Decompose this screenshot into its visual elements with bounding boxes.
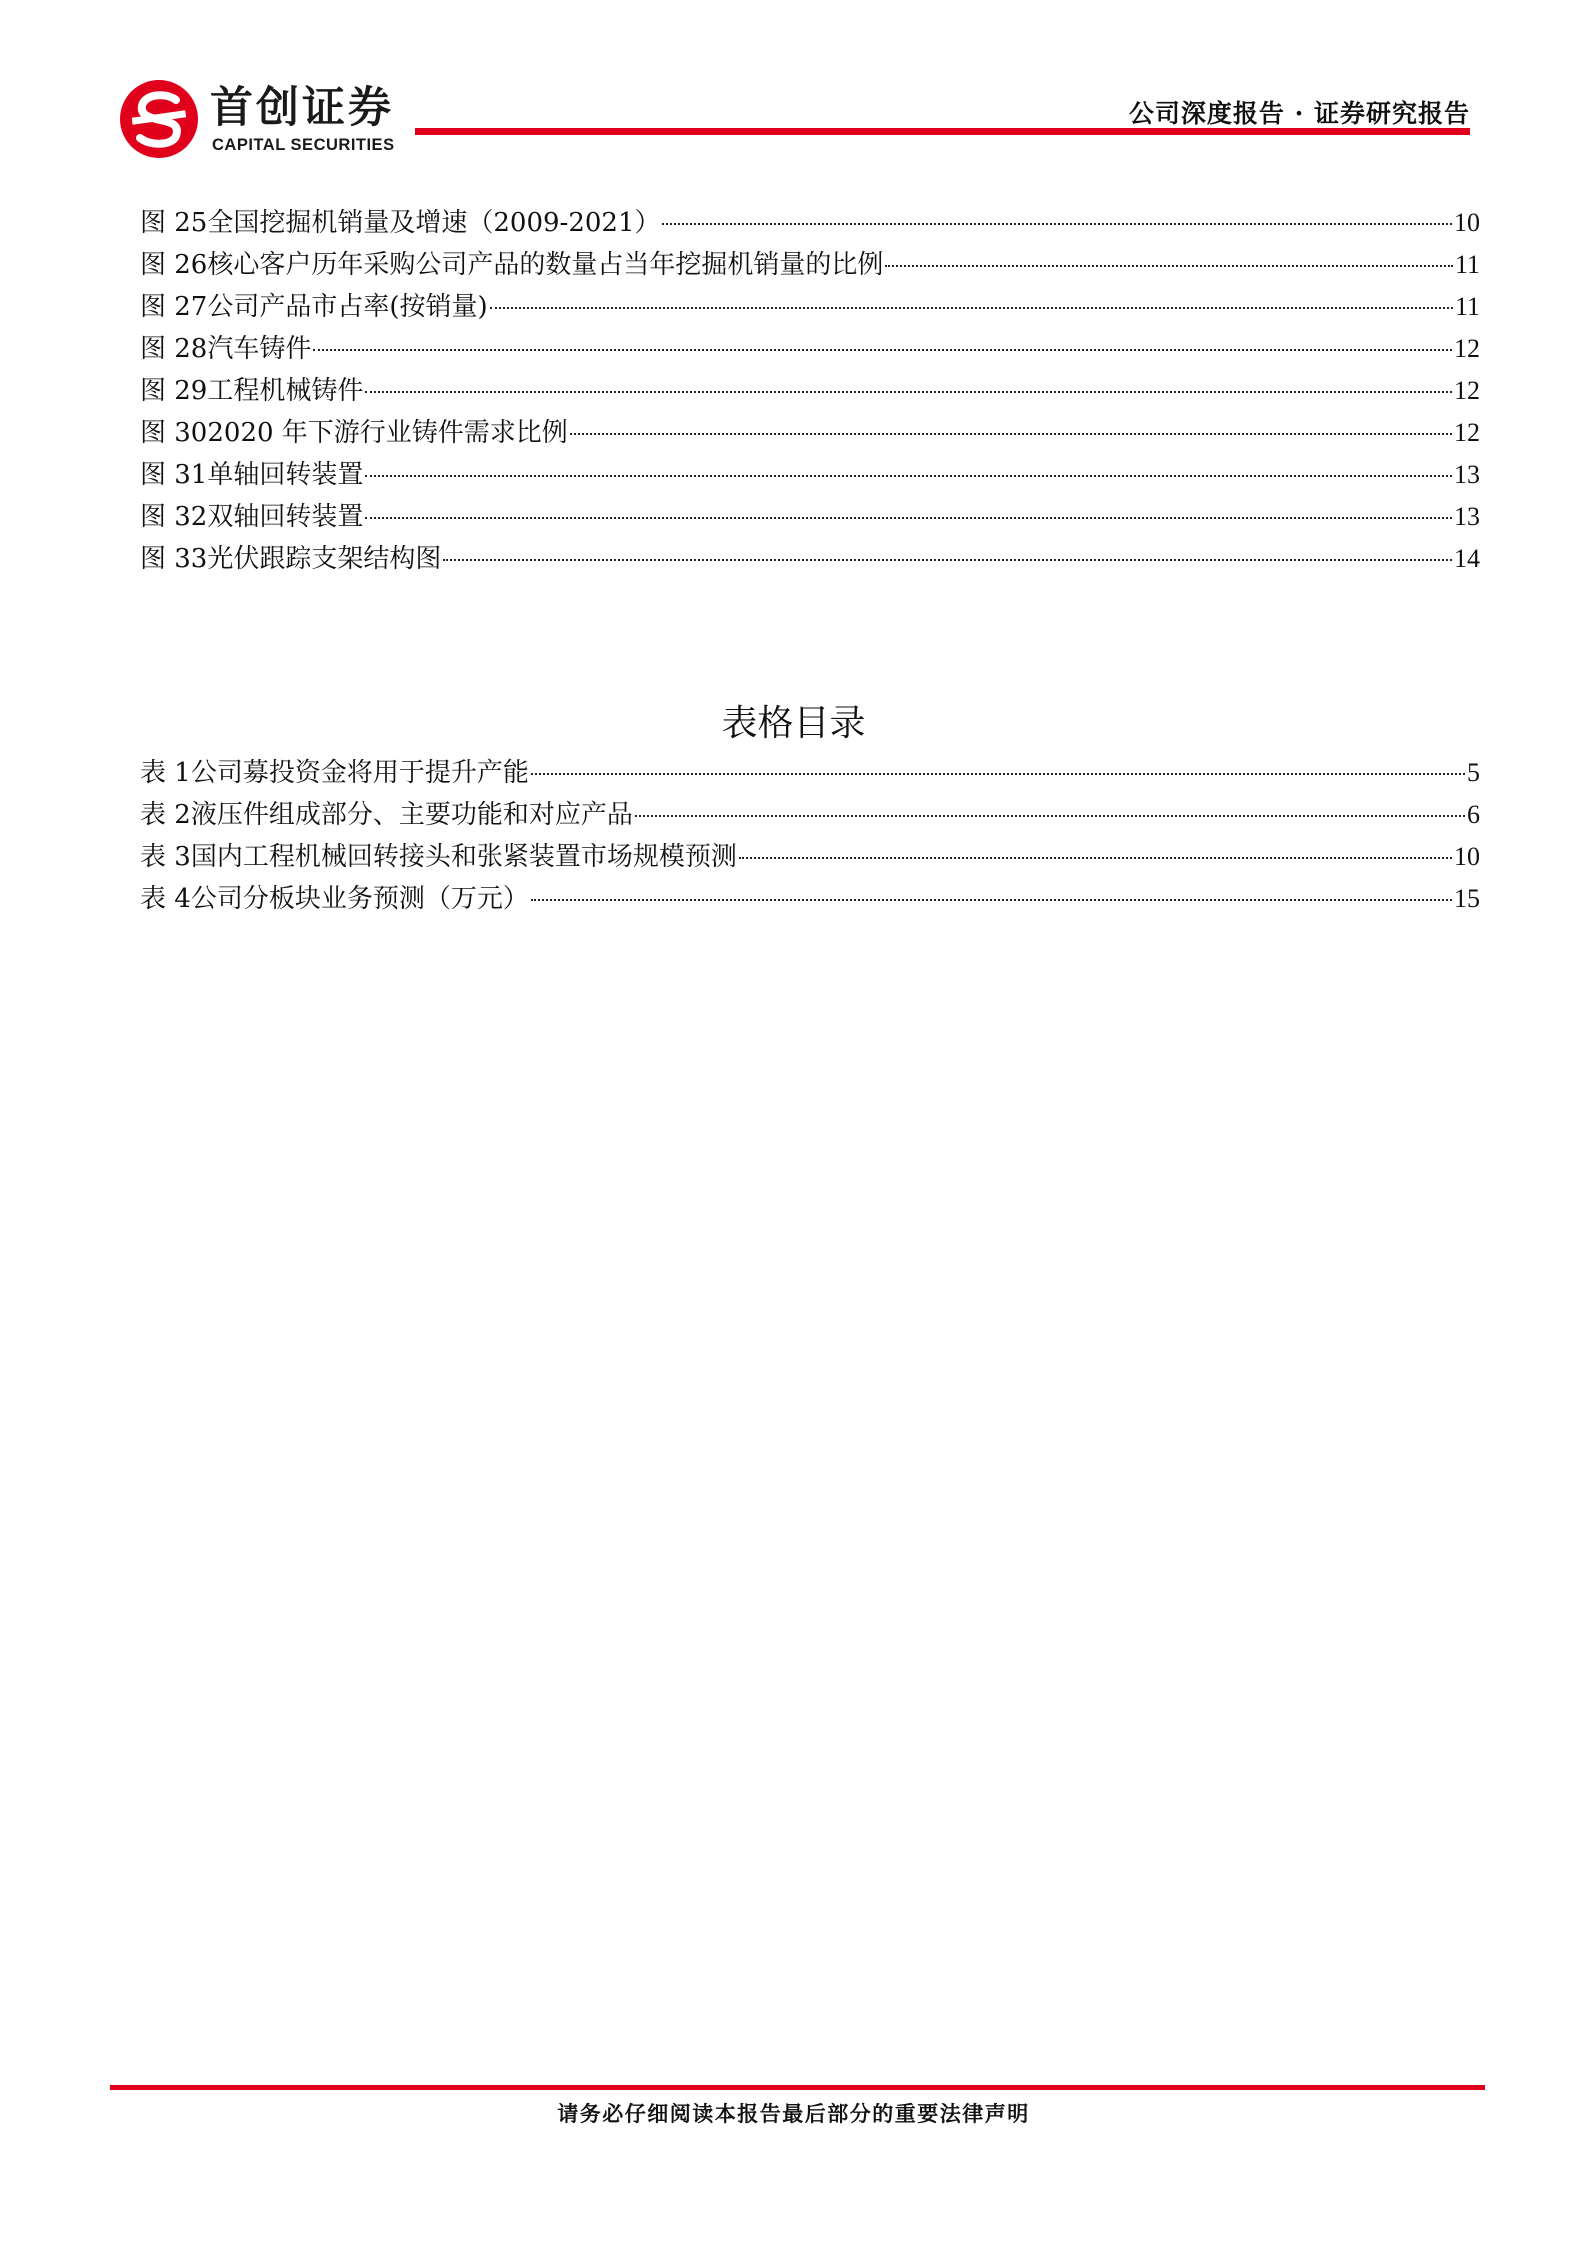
toc-entry-page: 11	[1454, 292, 1480, 321]
table-toc-entry[interactable]	[140, 752, 1480, 794]
toc-entry-number: 图 26	[140, 250, 208, 280]
toc-leader-dots	[662, 223, 1452, 225]
toc-entry-page: 13	[1454, 460, 1480, 489]
toc-entry-title: 汽车铸件	[207, 334, 312, 364]
figure-toc-entry[interactable]	[140, 286, 1480, 328]
toc-entry-page: 13	[1454, 502, 1480, 531]
toc-entry-number: 图 25	[140, 208, 208, 238]
toc-entry-title: 全国挖掘机销量及增速（2009-2021）	[207, 208, 661, 238]
toc-entry-number: 图 28	[140, 334, 208, 364]
toc-entry-title: 双轴回转装置	[207, 502, 364, 532]
toc-entry-number: 图 33	[140, 544, 208, 574]
capital-securities-logo-icon	[118, 78, 200, 160]
toc-entry-number: 图 30	[140, 418, 208, 448]
toc-leader-dots	[490, 307, 1453, 309]
toc-entry-number: 图 27	[140, 292, 208, 322]
figure-toc-entry[interactable]	[140, 370, 1480, 412]
toc-entry-title: 公司分板块业务预测（万元）	[190, 884, 529, 914]
toc-entry-page: 10	[1454, 842, 1480, 871]
toc-entry-title: 核心客户历年采购公司产品的数量占当年挖掘机销量的比例	[207, 250, 884, 280]
toc-entry-page: 6	[1467, 800, 1480, 829]
toc-leader-dots	[635, 815, 1465, 817]
toc-entry-page: 12	[1454, 376, 1480, 405]
toc-entry-title: 公司募投资金将用于提升产能	[190, 758, 529, 788]
toc-entry-title: 单轴回转装置	[207, 460, 364, 490]
table-toc	[140, 752, 1480, 920]
toc-leader-dots	[739, 857, 1452, 859]
figure-toc-entry[interactable]	[140, 202, 1480, 244]
toc-entry-page: 5	[1467, 758, 1480, 787]
toc-entry-number: 图 32	[140, 502, 208, 532]
figure-list	[140, 202, 1480, 580]
toc-entry-number: 表 3	[140, 842, 191, 872]
logo-english-name: CAPITAL SECURITIES	[212, 136, 395, 154]
toc-leader-dots	[313, 349, 1452, 351]
figure-toc-entry[interactable]	[140, 244, 1480, 286]
toc-entry-page: 14	[1454, 544, 1480, 573]
header-rule	[415, 128, 1470, 135]
table-toc-entry[interactable]	[140, 794, 1480, 836]
toc-leader-dots	[885, 265, 1453, 267]
toc-entry-page: 15	[1454, 884, 1480, 913]
toc-entry-title: 工程机械铸件	[207, 376, 364, 406]
table-toc-entry[interactable]	[140, 836, 1480, 878]
toc-entry-title: 光伏跟踪支架结构图	[207, 544, 442, 574]
figure-toc	[140, 202, 1480, 580]
toc-leader-dots	[570, 433, 1452, 435]
toc-entry-number: 表 2	[140, 800, 191, 830]
toc-entry-page: 12	[1454, 334, 1480, 363]
toc-leader-dots	[443, 559, 1452, 561]
legal-disclaimer: 请务必仔细阅读本报告最后部分的重要法律声明	[557, 2101, 1030, 2126]
toc-leader-dots	[365, 391, 1452, 393]
toc-leader-dots	[365, 475, 1452, 477]
table-toc-entry[interactable]	[140, 878, 1480, 920]
toc-entry-number: 表 1	[140, 758, 191, 788]
toc-leader-dots	[365, 517, 1452, 519]
figure-toc-entry[interactable]	[140, 538, 1480, 580]
report-type-label: 公司深度报告 · 证券研究报告	[1128, 99, 1470, 128]
page-header	[0, 0, 1587, 170]
toc-entry-page: 11	[1454, 250, 1480, 279]
figure-toc-entry[interactable]	[140, 328, 1480, 370]
logo-chinese-name: 首创证券	[210, 83, 394, 133]
toc-entry-number: 图 29	[140, 376, 208, 406]
toc-entry-number: 图 31	[140, 460, 208, 490]
toc-leader-dots	[531, 773, 1465, 775]
table-toc-heading: 表格目录	[721, 703, 866, 744]
toc-leader-dots	[531, 899, 1452, 901]
company-logo	[118, 78, 428, 158]
figure-toc-entry[interactable]	[140, 496, 1480, 538]
toc-entry-title: 2020 年下游行业铸件需求比例	[207, 418, 568, 448]
table-list	[140, 752, 1480, 920]
toc-entry-number: 表 4	[140, 884, 191, 914]
toc-entry-page: 10	[1454, 208, 1480, 237]
figure-toc-entry[interactable]	[140, 454, 1480, 496]
footer-rule	[110, 2085, 1485, 2090]
figure-toc-entry[interactable]	[140, 412, 1480, 454]
toc-entry-title: 国内工程机械回转接头和张紧装置市场规模预测	[190, 842, 737, 872]
toc-entry-title: 液压件组成部分、主要功能和对应产品	[190, 800, 633, 830]
toc-entry-page: 12	[1454, 418, 1480, 447]
toc-entry-title: 公司产品市占率(按销量)	[207, 292, 488, 322]
